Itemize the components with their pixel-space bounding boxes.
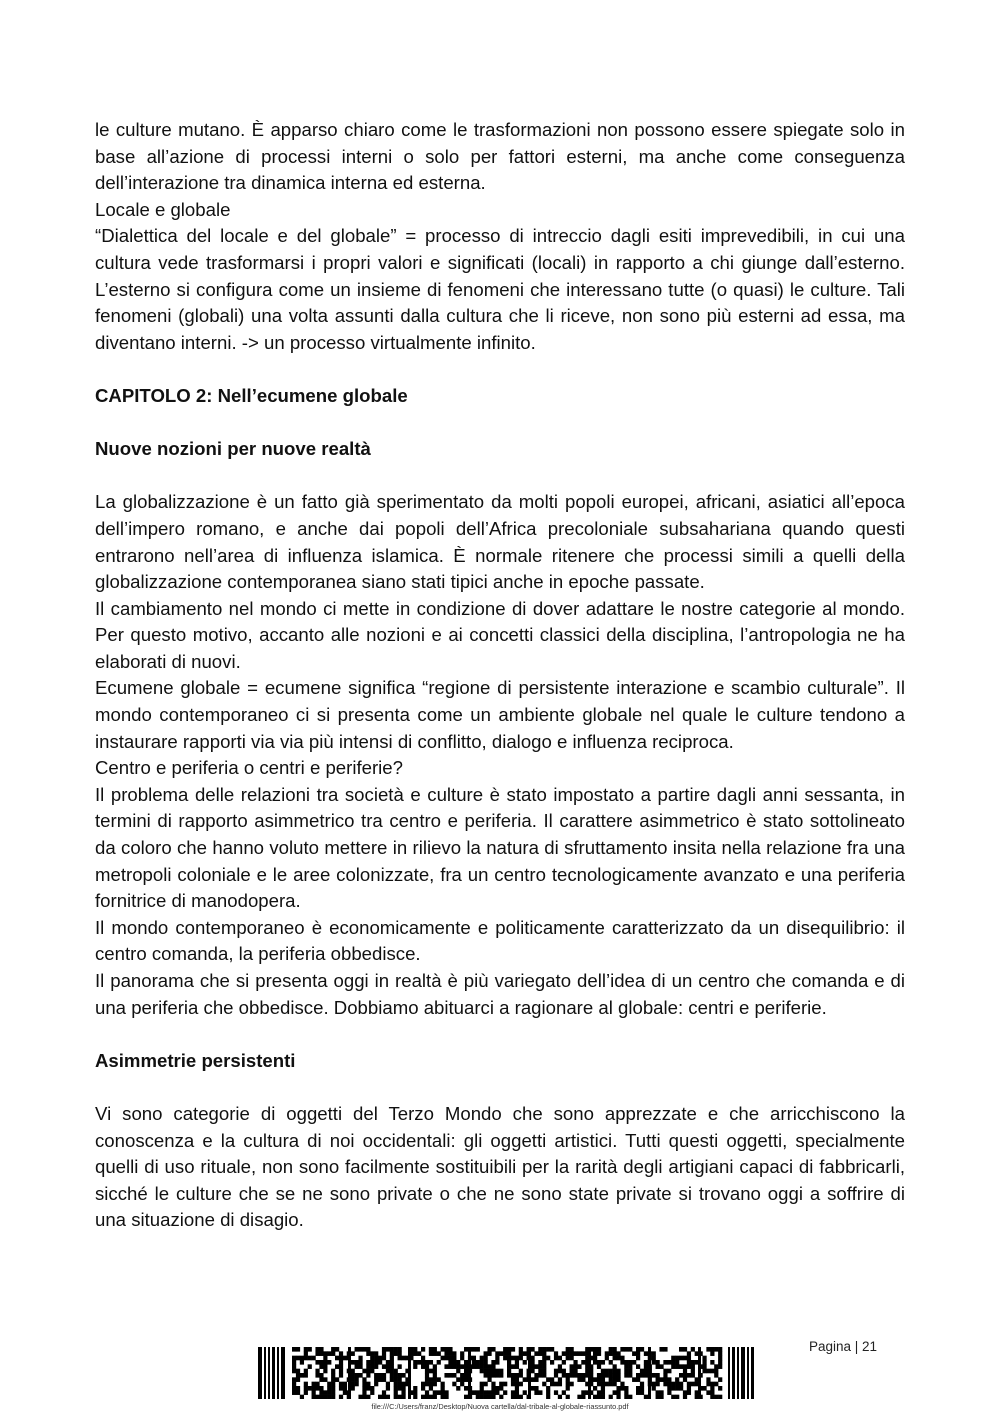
blank-line <box>95 410 905 437</box>
chapter-heading: CAPITOLO 2: Nell’ecumene globale <box>95 384 408 406</box>
blank-line <box>95 463 905 490</box>
para-locale-globale-heading: Locale e globale <box>95 198 231 220</box>
document-body <box>95 117 905 1234</box>
para-terzo-mondo: Vi sono categorie di oggetti del Terzo Mondo che sono apprezzate e che arricchiscono la conoscenza e la cultura di noi occidentali: gli oggetti artistici. Tutti questi oggetti, specialmente quelli di uso rituale, non sono facilmente sostituibili per la rarità degli artigiani capaci di fabbricarli, sicché le culture che se ne sono private o che ne sono state private si trovano oggi a soffrire di una situazione di disagio. <box>95 1102 905 1231</box>
blank-line <box>95 1021 905 1048</box>
para-culture-mutano: le culture mutano. È apparso chiaro come le trasformazioni non possono essere spiegate solo in base all’azione di processi interni o solo per fattori esterni, ma anche come conseguenza dell’interazione tra dinamica interna ed esterna. <box>95 119 905 194</box>
para-centro-periferia-heading: Centro e periferia o centri e periferie? <box>95 757 403 779</box>
para-ecumene: Ecumene globale = ecumene significa “regione di persistente interazione e scambio culturale”. Il mondo contemporaneo ci si presenta come un ambiente globale nel quale le culture tendono a instaurare rapporti via via più intensi di conflitto, dialogo e influenza reciproca. <box>95 677 905 752</box>
para-cambiamento: Il cambiamento nel mondo ci mette in condizione di dover adattare le nostre categorie al mondo. Per questo motivo, accanto alle nozioni e ai concetti classici della disciplina, l’antropologia ne ha elaborati di nuovi. <box>95 597 905 672</box>
section-heading-asimmetrie: Asimmetrie persistenti <box>95 1049 296 1071</box>
file-path: file:///C:/Users/franz/Desktop/Nuova cartella/dal-tribale-al-globale-riassunto.pdf <box>371 1402 629 1411</box>
section-heading-nuove-nozioni: Nuove nozioni per nuove realtà <box>95 438 371 460</box>
para-dialettica: “Dialettica del locale e del globale” = processo di intreccio dagli esiti imprevedibili, in cui una cultura vede trasformarsi i propri valori e significati (locali) in rapporto a chi giunge dall’esterno. L’esterno si configura come un insieme di fenomeni che interessano tutte (o quasi) le culture. Tali fenomeni (globali) una volta assunti dalla cultura che li riceve, non sono più esterni ad essa, ma diventano interni. -> un processo virtualmente infinito. <box>95 225 905 353</box>
para-globalizzazione: La globalizzazione è un fatto già sperimentato da molti popoli europei, africani, asiatici all’epoca dell’impero romano, e anche dai popoli dell’Africa precoloniale subsahariana quando questi entrarono nell’area di influenza islamica. È normale ritenere che processi simili a quelli della globalizzazione contemporanea siano stati tipici anche in epoche passate. <box>95 491 905 593</box>
para-mondo-contemporaneo: Il mondo contemporaneo è economicamente e politicamente caratterizzato da un disequilibrio: il centro comanda, la periferia obbedisce. <box>95 916 905 965</box>
para-panorama: Il panorama che si presenta oggi in realtà è più variegato dell’idea di un centro che comanda e di una periferia che obbedisce. Dobbiamo abituarci a ragionare al globale: centri e periferie. <box>95 970 905 1018</box>
page-number: Pagina | 21 <box>809 1339 878 1354</box>
para-problema-relazioni: Il problema delle relazioni tra società e culture è stato impostato a partire dagli anni sessanta, in termini di rapporto asimmetrico tra centro e periferia. Il carattere asimmetrico è stato sottolineato da coloro che hanno voluto mettere in rilievo la natura di sfruttamento insita nella relazione fra una metropoli coloniale e le aree colonizzate, fra un centro tecnologicamente avanzato e una periferia fornitrice di manodopera. <box>95 783 905 912</box>
blank-line <box>95 1074 905 1101</box>
barcode-image <box>258 1347 754 1399</box>
blank-line <box>95 356 905 383</box>
